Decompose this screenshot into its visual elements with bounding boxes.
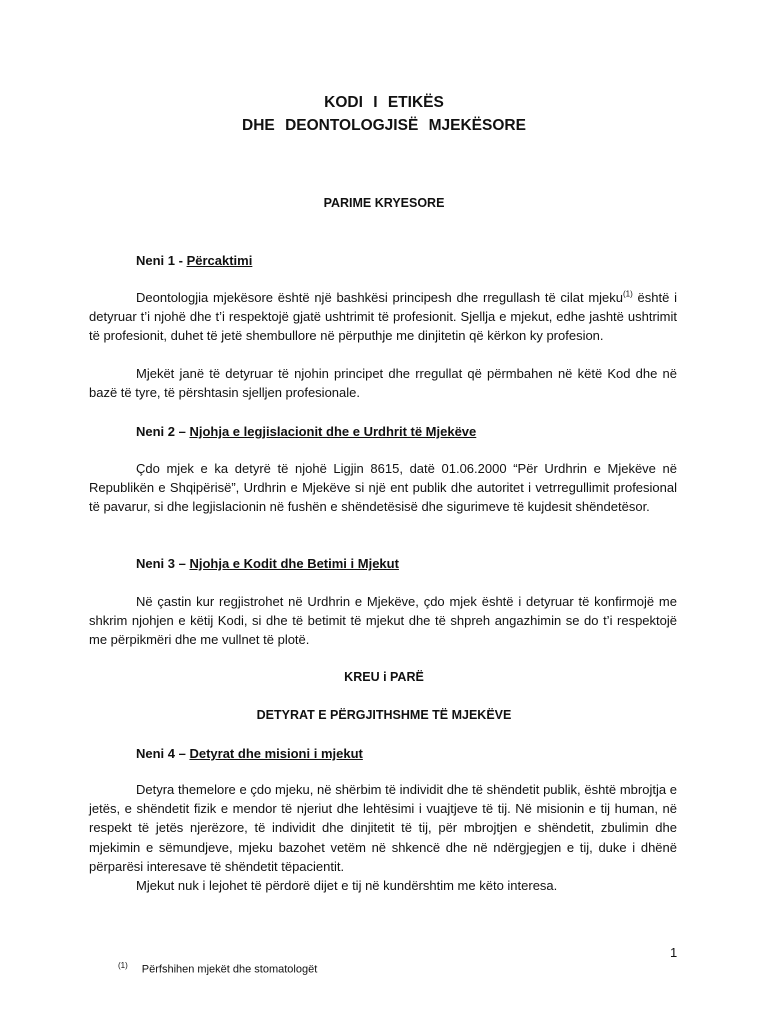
page-number: 1 — [670, 945, 678, 960]
article-2-heading — [136, 424, 476, 439]
footnote-mark: (1) — [118, 961, 128, 970]
footnote-text: Përfshihen mjekët dhe stomatologët — [141, 963, 318, 976]
document-title-line1: KODI I ETIKËS — [324, 94, 444, 111]
article-1-heading — [136, 253, 252, 268]
chapter-heading: KREU i PARË — [344, 670, 424, 684]
article-1-text-a: Deontologjia mjekësore është një bashkësi principesh dhe rregullash të cilat mjeku — [136, 290, 623, 305]
article-3-title: Njohja e Kodit dhe Betimi i Mjekut — [189, 556, 399, 571]
section-heading: PARIME KRYESORE — [323, 196, 445, 210]
article-3-heading — [136, 556, 399, 571]
chapter-subtitle: DETYRAT E PËRGJITHSHME TË MJEKËVE — [256, 708, 512, 722]
article-1-title: Përcaktimi — [186, 253, 253, 268]
article-1-paragraph-2: Mjekët janë të detyruar të njohin principet dhe rregullat që përmbahen në këtë Kod dhe në bazë të tyre, të përshtasin sjelljen profesionale. — [89, 366, 677, 401]
article-4-paragraph-2: Mjekut nuk i lejohet të përdorë dijet e tij në kundërshtim me këto interesa. — [136, 878, 558, 893]
article-4-paragraph-1: Detyra themelore e çdo mjeku, në shërbim të individit dhe të shëndetit publik, është mbrojtja e jetës, e shëndetit fizik e mendor të njeriut dhe lehtësimi i vuajtjeve të tij. Në misionin e tij human, në respekt të jetës njerëzore, të individit dhe dinjitetit të tij, për mbrojtjen e shëndetit, zbulimin dhe mjekimin e sëmundjeve, mjeku bazohet vetëm në shkencë dhe në ndërgjegjen e tij, duke i dhënë përparësi interesave të shëndetit tëpacientit. — [89, 782, 677, 874]
article-4-title: Detyrat dhe misioni i mjekut — [189, 746, 363, 761]
article-2-label: Neni 2 – — [136, 424, 190, 439]
article-4-heading — [136, 746, 363, 761]
article-2-paragraph: Çdo mjek e ka detyrë të njohë Ligjin 8615, datë 01.06.2000 “Për Urdhrin e Mjekëve në Republikën e Shqipërisë”, Urdhrin e Mjekëve si një ent publik dhe autoritet i vetrregullimit profesional të pavarur, si dhe legjislacionin në fushën e shëndetësisë dhe sigurimeve të kujdesit shëndetësor. — [89, 461, 677, 515]
footnote — [118, 961, 317, 976]
article-3-paragraph: Në çastin kur regjistrohet në Urdhrin e Mjekëve, çdo mjek është i detyruar të konfirmojë me shkrim njohjen e këtij Kodi, si dhe të betimit të mjekut dhe të shpreh angazhimin se do t’i respektojë me përpikmëri dhe me vullnet të plotë. — [89, 594, 677, 648]
article-2-title: Njohja e legjislacionit dhe e Urdhrit të Mjekëve — [189, 424, 477, 439]
article-1-text-b: është i detyruar t’i njohë dhe t’i respektojë gjatë ushtrimit të profesionit. Sjellja e mjekut, edhe jashtë ushtrimit të profesionit, duhet të jetë shembullore në përputhje me dinjitetin që kërkon ky profesion. — [89, 290, 677, 344]
article-1-paragraph-1 — [89, 288, 677, 346]
footnote-ref: (1) — [623, 289, 633, 299]
article-4-label: Neni 4 – — [136, 746, 190, 761]
document-title-line2: DHE DEONTOLOGJISË MJEKËSORE — [242, 117, 526, 134]
article-3-label: Neni 3 – — [136, 556, 190, 571]
article-1-label: Neni 1 - — [136, 253, 187, 268]
